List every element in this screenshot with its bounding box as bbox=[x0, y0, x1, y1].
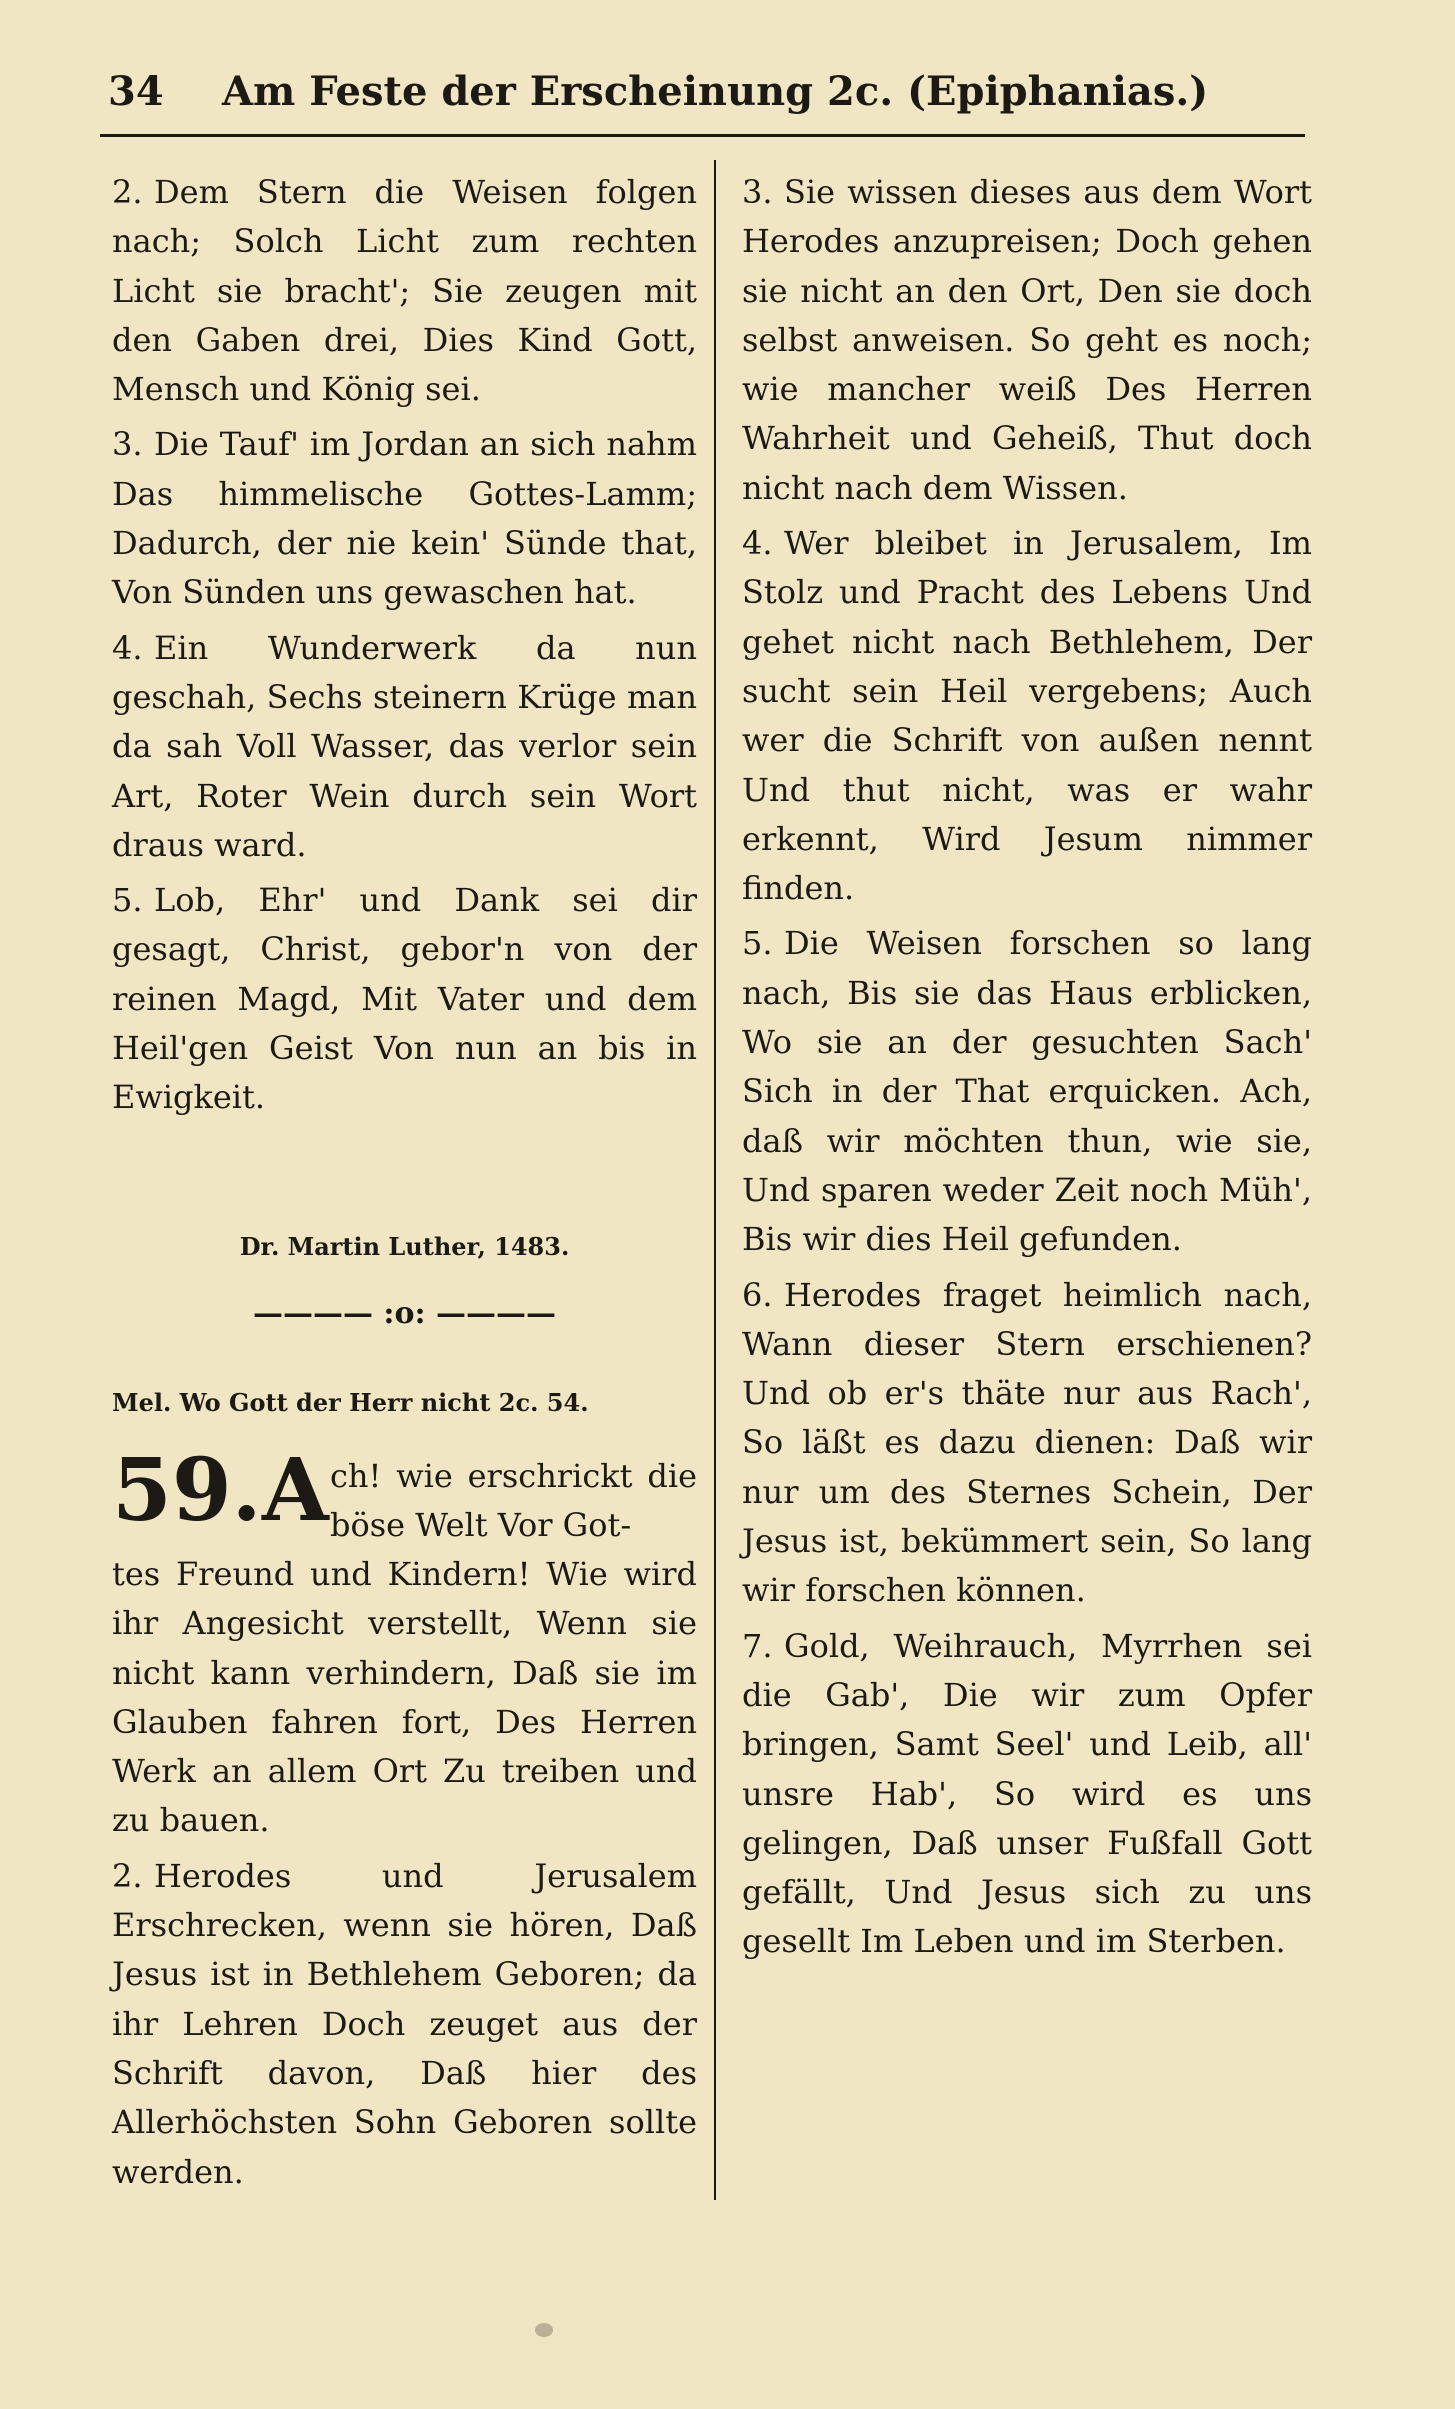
verse-text: Dem Stern die Weisen folgen nach; Solch Licht zum rechten Licht sie bracht'; Sie zeugen mit den Gaben drei, Dies Kind Gott, Mensch und König sei. bbox=[112, 173, 697, 409]
verse-number: 5. bbox=[112, 881, 143, 920]
verse-right-5 bbox=[742, 919, 1312, 1264]
verse-number: 5. bbox=[742, 924, 773, 963]
verse-number: 3. bbox=[112, 425, 143, 464]
verse-text: Die Tauf' im Jordan an sich nahm Das himmelische Gottes-Lamm; Dadurch, der nie kein' Sünde that, Von Sünden uns gewaschen hat. bbox=[112, 425, 697, 612]
hymn-verse-1-continuation: tes Freund und Kindern! Wie wird ihr Angesicht verstellt, Wenn sie nicht kann verhindern, Daß sie im Glauben fahren fort, Des Herren Werk an allem Ort Zu treiben und zu bauen. bbox=[112, 1555, 697, 1840]
verse-number: 4. bbox=[742, 524, 773, 563]
divider-line-left: ———— bbox=[252, 1296, 384, 1331]
verse-text: Herodes und Jerusalem Erschrecken, wenn sie hören, Daß Jesus ist in Bethlehem Geboren; da ihr Lehren Doch zeuget aus der Schrift davon, Daß hier des Allerhöchsten Sohn Geboren sollte werden. bbox=[112, 1856, 697, 2191]
verse-right-3 bbox=[742, 168, 1312, 513]
verse-number: 6. bbox=[742, 1275, 773, 1314]
verse-number: 7. bbox=[742, 1626, 773, 1665]
verse-right-4 bbox=[742, 519, 1312, 913]
verse-left-2 bbox=[112, 168, 697, 414]
verse-number: 3. bbox=[742, 173, 773, 211]
verse-text: Gold, Weihrauch, Myrrhen sei die Gab', Die wir zum Opfer bringen, Samt Seel' und Leib, all' unsre Hab', So wird es uns gelingen, Daß unser Fußfall Gott gefällt, Und Jesus sich zu uns gesellt Im Leben und im Sterben. bbox=[742, 1626, 1312, 1961]
verse-right-7 bbox=[742, 1622, 1312, 1967]
left-column bbox=[112, 168, 697, 1129]
verse-number: 2. bbox=[112, 1856, 143, 1895]
right-column bbox=[742, 168, 1312, 1973]
verse-text: Wer bleibet in Jerusalem, Im Stolz und Pracht des Lebens Und gehet nicht nach Bethlehem, Der sucht sein Heil vergebens; Auch wer die Schrift von außen nennt Und thut nicht, was er wahr erkennt, Wird Jesum nimmer finden. bbox=[742, 524, 1312, 908]
verse-right-6 bbox=[742, 1271, 1312, 1616]
ink-smudge bbox=[535, 2323, 553, 2337]
running-title: Am Feste der Erscheinung 2c. (Epiphanias.) bbox=[222, 68, 1209, 115]
hymn-number: 59. bbox=[112, 1440, 262, 1541]
hymn-first-lines: ch! wie erschrickt die böse Welt Vor Got- bbox=[330, 1457, 697, 1545]
column-divider bbox=[714, 160, 716, 2200]
section-divider bbox=[112, 1296, 697, 1331]
verse-text: Die Weisen forschen so lang nach, Bis sie das Haus erblicken, Wo sie an der gesuchten Sach' Sich in der That erquicken. Ach, daß wir möchten thun, wie sie, Und sparen weder Zeit noch Müh', Bis wir dies Heil gefunden. bbox=[742, 924, 1312, 1259]
verse-text: Herodes fraget heimlich nach, Wann dieser Stern erschienen? Und ob er's thäte nur aus Rach', So läßt es dazu dienen: Daß wir nur um des Sternes Schein, Der Jesus ist, bekümmert sein, So lang wir forschen können. bbox=[742, 1275, 1312, 1610]
divider-mark: :o: bbox=[383, 1296, 426, 1331]
page-number: 34 bbox=[108, 68, 164, 115]
divider-line-right: ———— bbox=[425, 1296, 557, 1331]
verse-number: 2. bbox=[112, 173, 143, 211]
hymn-verse-2 bbox=[112, 1852, 697, 2197]
page-header bbox=[100, 60, 1310, 130]
verse-left-3 bbox=[112, 420, 697, 617]
verse-text: Ein Wunderwerk da nun geschah, Sechs steinern Krüge man da sah Voll Wasser, das verlor sein Art, Roter Wein durch sein Wort draus ward. bbox=[112, 628, 697, 864]
hymn-body bbox=[112, 1550, 697, 2203]
verse-text: Lob, Ehr' und Dank sei dir gesagt, Christ, gebor'n von der reinen Magd, Mit Vater und dem Heil'gen Geist Von nun an bis in Ewigkeit. bbox=[112, 881, 697, 1117]
drop-cap: A bbox=[262, 1440, 329, 1541]
author-attribution: Dr. Martin Luther, 1483. bbox=[239, 1232, 570, 1261]
verse-text: Sie wissen dieses aus dem Wort Herodes anzupreisen; Doch gehen sie nicht an den Ort, Den sie doch selbst anweisen. So geht es noch; wie mancher weiß Des Herren Wahrheit und Geheiß, Thut doch nicht nach dem Wissen. bbox=[742, 173, 1312, 507]
verse-left-5 bbox=[112, 876, 697, 1122]
header-rule bbox=[100, 134, 1305, 137]
melody-note: Mel. Wo Gott der Herr nicht 2c. 54. bbox=[112, 1388, 589, 1417]
verse-number: 4. bbox=[112, 628, 143, 667]
verse-left-4 bbox=[112, 624, 697, 870]
